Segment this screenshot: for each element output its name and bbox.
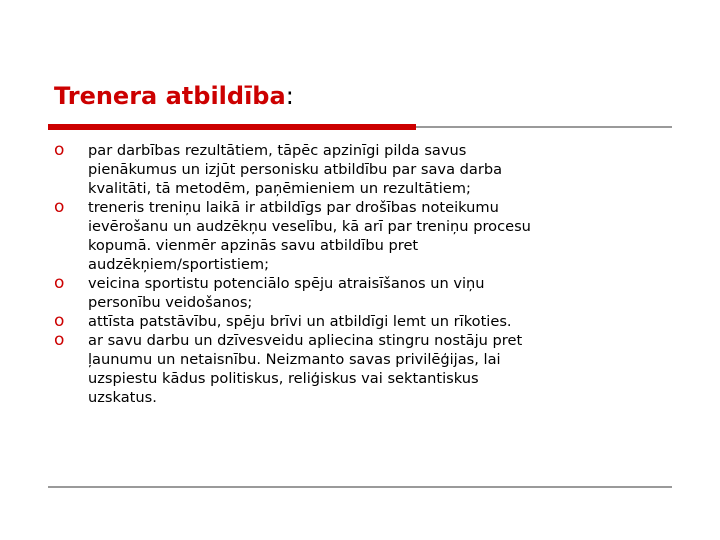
bullet-text: ar savu darbu un dzīvesveidu apliecina stingru nostāju pret ļaunumu un netaisnību. Neizmanto savas privilēģijas, lai uzspiestu kādus politiskus, reliģiskus vai sektantiskus uzskatus. (88, 332, 523, 406)
bullet-item (54, 198, 674, 274)
bullet-text: par darbības rezultātiem, tāpēc apzinīgi pilda savus pienākumus un izjūt personisku atbildību par sava darba kvalitāti, tā metodēm, paņēmieniem un rezultātiem; (88, 142, 503, 197)
bullet-item (54, 141, 674, 198)
bullet-item (54, 331, 674, 407)
slide-title (54, 78, 294, 114)
footer-divider (48, 486, 672, 488)
hollow-square-bullet-icon: o (54, 273, 65, 293)
bullet-item (54, 312, 674, 331)
bullet-text: treneris treniņu laikā ir atbildīgs par drošības noteikumu ievērošanu un audzēkņu veselību, kā arī par treniņu procesu kopumā. vienmēr apzinās savu atbildību pret audzēkņiem/sportistiem; (88, 199, 531, 273)
slide-title-text: Trenera atbildība (54, 82, 286, 110)
bullet-text: veicina sportistu potenciālo spēju atraisīšanos un viņu personību veidošanos; (88, 275, 485, 311)
hollow-square-bullet-icon: o (54, 311, 65, 331)
hollow-square-bullet-icon: o (54, 197, 65, 217)
title-underline-accent (48, 124, 416, 130)
slide-title-colon: : (285, 82, 294, 110)
bullet-item (54, 274, 674, 312)
bullet-text: attīsta patstāvību, spēju brīvi un atbildīgi lemt un rīkoties. (88, 313, 512, 330)
hollow-square-bullet-icon: o (54, 330, 65, 350)
title-underline-gray (416, 126, 672, 128)
hollow-square-bullet-icon: o (54, 140, 65, 160)
bullet-list (54, 141, 674, 407)
